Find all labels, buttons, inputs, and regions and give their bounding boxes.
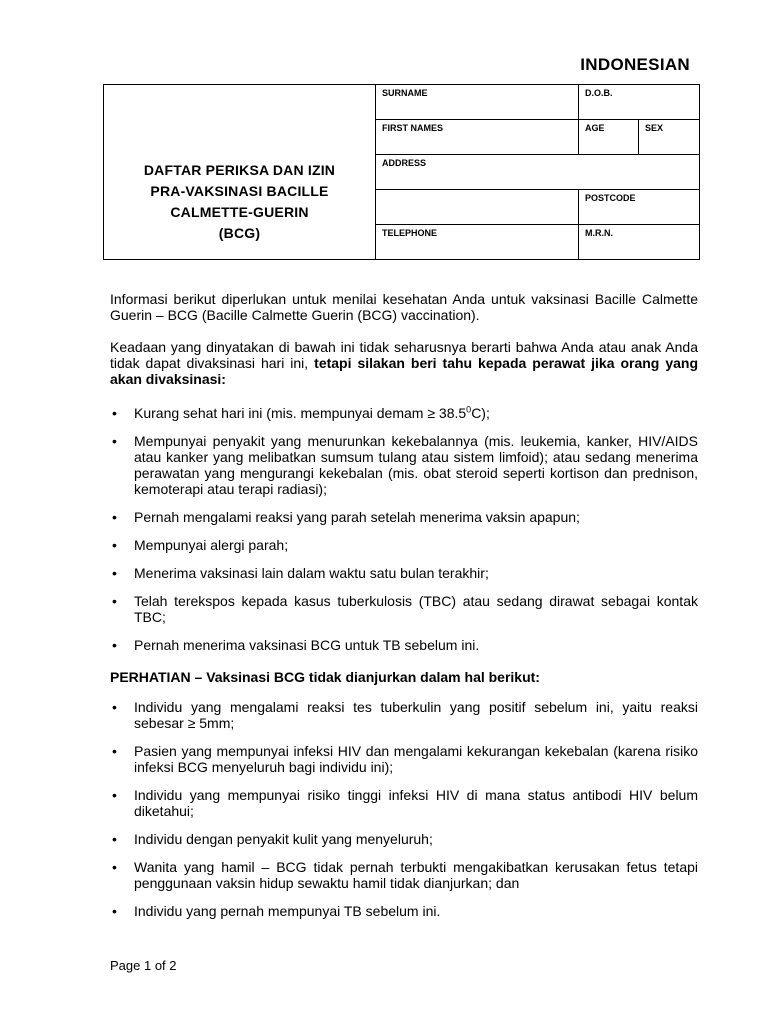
list-item: • Mempunyai alergi parah; — [110, 537, 698, 553]
postcode-label: POSTCODE — [585, 193, 636, 203]
dob-field[interactable] — [579, 85, 700, 120]
address-field[interactable] — [376, 155, 700, 190]
telephone-field[interactable] — [376, 225, 579, 260]
first-names-label: FIRST NAMES — [382, 123, 444, 133]
language-label: INDONESIAN — [580, 55, 690, 74]
list-item: • Wanita yang hamil – BCG tidak pernah terbukti mengakibatkan kerusakan fetus tetapi penggunaan vaksin hidup sewaktu hamil tidak dianjurkan; dan — [110, 859, 698, 891]
telephone-label: TELEPHONE — [382, 228, 438, 238]
patient-details-form — [103, 84, 700, 260]
document-body — [110, 291, 698, 935]
list-item: • Pernah menerima vaksinasi BCG untuk TB sebelum ini. — [110, 637, 698, 653]
contraindications-list — [110, 699, 698, 919]
list-item: • Individu yang mempunyai risiko tinggi infeksi HIV di mana status antibodi HIV belum diketahui; — [110, 787, 698, 819]
list-item: • Pernah mengalami reaksi yang parah setelah menerima vaksin apapun; — [110, 509, 698, 525]
list-item: • Individu dengan penyakit kulit yang menyeluruh; — [110, 831, 698, 847]
sex-field[interactable] — [639, 120, 700, 155]
address-line-2-field[interactable] — [376, 190, 579, 225]
list-item: • Menerima vaksinasi lain dalam waktu satu bulan terakhir; — [110, 565, 698, 581]
age-field[interactable] — [579, 120, 639, 155]
intro-paragraph: Informasi berikut diperlukan untuk menilai kesehatan Anda untuk vaksinasi Bacille Calmette Guerin – BCG (Bacille Calmette Guerin (BCG) vaccination). — [110, 291, 698, 323]
conditions-list — [110, 405, 698, 653]
warning-heading: PERHATIAN – Vaksinasi BCG tidak dianjurkan dalam hal berikut: — [110, 669, 540, 685]
postcode-field[interactable] — [579, 190, 700, 225]
address-label: ADDRESS — [382, 158, 427, 168]
dob-label: D.O.B. — [585, 88, 613, 98]
sex-label: SEX — [645, 123, 664, 133]
mrn-label: M.R.N. — [585, 228, 613, 238]
age-label: AGE — [585, 123, 605, 133]
list-item: • Pasien yang mempunyai infeksi HIV dan mengalami kekurangan kekebalan (karena risiko infeksi BCG menyeluruh bagi individu ini); — [110, 743, 698, 775]
form-title: DAFTAR PERIKSA DAN IZIN PRA-VAKSINASI BACILLE CALMETTE-GUERIN (BCG) — [104, 85, 376, 260]
list-item: • Mempunyai penyakit yang menurunkan kekebalannya (mis. leukemia, kanker, HIV/AIDS atau kanker yang melibatkan sumsum tulang atau sistem limfoid); atau sedang menerima perawatan yang mengurangi kekebalan (mis. obat steroid seperti kortison dan prednison, kemoterapi atau terapi radiasi); — [110, 433, 698, 497]
page-number: Page 1 of 2 — [110, 958, 177, 973]
mrn-field[interactable] — [579, 225, 700, 260]
list-item: • Telah terekspos kepada kasus tuberkulosis (TBC) atau sedang dirawat sebagai kontak TBC; — [110, 593, 698, 625]
surname-field[interactable] — [376, 85, 579, 120]
list-item: • Kurang sehat hari ini (mis. mempunyai demam ≥ $38.5^0C$); — [110, 405, 698, 421]
list-item: • Individu yang pernah mempunyai TB sebelum ini. — [110, 903, 698, 919]
list-item: • Individu yang mengalami reaksi tes tuberkulin yang positif sebelum ini, yaitu reaksi sebesar ≥ 5mm; — [110, 699, 698, 731]
first-names-field[interactable] — [376, 120, 579, 155]
instruction-paragraph: Keadaan yang dinyatakan di bawah ini tidak seharusnya berarti bahwa Anda atau anak Anda tidak dapat divaksinasi hari ini, tetapi silakan beri tahu kepada perawat jika orang yang akan divaksinasi: — [110, 339, 698, 387]
surname-label: SURNAME — [382, 88, 428, 98]
